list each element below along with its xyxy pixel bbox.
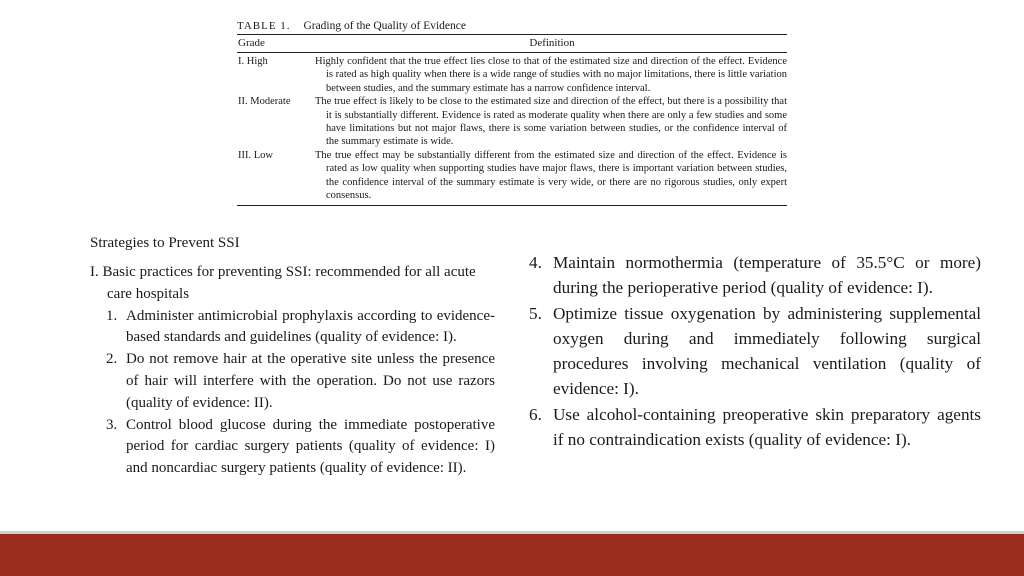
- table-header-definition: Definition: [529, 37, 575, 49]
- section-heading: Strategies to Prevent SSI: [90, 235, 240, 251]
- table-row-high: [237, 55, 787, 95]
- list-item-6: [529, 402, 981, 453]
- list-item-2: [90, 349, 495, 414]
- table-cell-definition: Highly confident that the true effect lies close to that of the estimated size and direction of the effect. Evidence is rated as high quality when there is a wide range of studies with no major limitations, there is little variation between studies, and the summary estimate has a narrow confidence interval.: [315, 56, 787, 94]
- section-intro: I. Basic practices for preventing SSI: recommended for all acute care hospitals: [90, 264, 476, 302]
- list-item-number: 6.: [529, 404, 542, 424]
- footer-bar: [0, 534, 1024, 576]
- left-column: [90, 233, 495, 480]
- list-item-5: [529, 301, 981, 402]
- list-item-text: Control blood glucose during the immediate postoperative period for cardiac surgery patients (quality of evidence: I) and noncardiac surgery patients (quality of evidence: II).: [126, 416, 495, 477]
- table-caption-label: TABLE 1.: [237, 20, 291, 32]
- table-header-row: [237, 35, 787, 52]
- table-bottom-rule: [237, 205, 787, 206]
- table-cell-definition: The true effect is likely to be close to the estimated size and direction of the effect, but there is a possibility that it is substantially different. Evidence is rated as moderate quality when there are only a few studies and some have limitations but not major flaws, there is some variation between studies, or the confidence interval of the summary estimate is wide.: [315, 96, 787, 148]
- table-body: [237, 53, 787, 202]
- list-item-number: 1.: [106, 307, 118, 324]
- evidence-table: [237, 18, 787, 206]
- table-cell-grade: II. Moderate: [238, 96, 291, 108]
- table-caption: [237, 18, 787, 34]
- list-item-number: 3.: [106, 416, 118, 433]
- table-cell-definition: The true effect may be substantially different from the estimated size and direction of the effect. Evidence is rated as low quality when supporting studies have major flaws, there is important variation between studies, the confidence interval of the summary estimate is very wide, or there are no rigorous studies, only expert consensus.: [315, 149, 787, 202]
- table-row-low: [237, 149, 787, 203]
- table-cell-grade: I. High: [238, 56, 268, 67]
- right-column: [529, 250, 981, 452]
- list-item-text: Administer antimicrobial prophylaxis according to evidence-based standards and guidelines (quality of evidence: I).: [126, 307, 495, 346]
- list-item-text: Do not remove hair at the operative site unless the presence of hair will interfere with the operation. Do not use razors (quality of evidence: II).: [126, 351, 495, 411]
- list-item-3: [90, 415, 495, 480]
- list-item-number: 2.: [106, 351, 118, 368]
- table-cell-grade: III. Low: [238, 149, 273, 161]
- table-header-grade: Grade: [238, 37, 265, 49]
- table-row-moderate: [237, 95, 787, 149]
- table-caption-title: Grading of the Quality of Evidence: [303, 20, 466, 32]
- list-item-4: [529, 250, 981, 301]
- list-item-number: 4.: [529, 253, 542, 272]
- list-item-text: Maintain normothermia (temperature of 35.5°C or more) during the perioperative period (quality of evidence: I).: [553, 253, 981, 298]
- list-item-number: 5.: [529, 303, 542, 323]
- list-item-1: [90, 306, 495, 350]
- list-item-text: Optimize tissue oxygenation by administering supplemental oxygen during and immediately following surgical procedures involving mechanical ventilation (quality of evidence: I).: [553, 303, 981, 399]
- list-item-text: Use alcohol-containing preoperative skin preparatory agents if no contraindication exists (quality of evidence: I).: [553, 404, 981, 450]
